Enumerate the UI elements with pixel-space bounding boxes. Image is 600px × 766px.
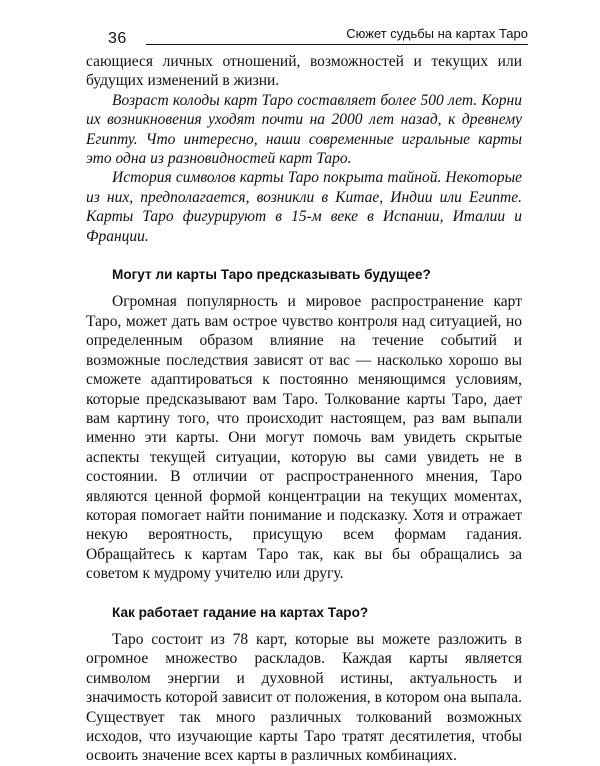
paragraph-how-it-works: Таро состоит из 78 карт, которые вы можете разложить в огромное множество раскладов. Каждая карты является символом энергии и духовной истины, актуальность и значимость которой зависит от положения, в котором она выпала. Существует так много различных толкований возможных исходов, что изучающие карты Таро тратят десятилетия, чтобы освоить значение всех карты в различных комбинациях. xyxy=(86,630,522,765)
header-rule xyxy=(146,44,528,45)
running-header xyxy=(108,16,528,46)
running-title: Сюжет судьбы на картах Таро xyxy=(340,26,528,41)
page-body xyxy=(86,52,522,766)
section-heading-predict-future: Могут ли карты Таро предсказывать будущее? xyxy=(112,267,431,283)
paragraph-deck-age: Возраст колоды карт Таро составляет более 500 лет. Корни их возникновения уходят почти на 2000 лет назад, к древнему Египту. Что интересно, наши современные игральные карты это одна из разновидностей карт Таро. xyxy=(86,91,522,168)
section-heading-how-it-works: Как работает гадание на картах Таро? xyxy=(112,604,369,620)
section-spacer xyxy=(86,584,522,603)
paragraph-symbol-history: История символов карты Таро покрыта тайной. Некоторые из них, предполагается, возникли в Китае, Индии или Египте. Карты Таро фигурируют в 15-м веке в Испании, Италии и Франции. xyxy=(86,169,522,245)
heading-spacer xyxy=(86,622,522,630)
section-spacer xyxy=(86,246,522,265)
page-number: 36 xyxy=(108,30,127,47)
paragraph-continued: сающиеся личных отношений, возможностей и текущих или будущих изменений в жизни. xyxy=(86,53,522,90)
paragraph-predict-future: Огромная популярность и мировое распространение карт Таро, может дать вам острое чувство контроля над ситуацией, но определенным образом влияние на течение событий и возможные последствия зависят от вас — насколько хорошо вы сможете адаптироваться к постоянно меняющимся условиям, которые предсказывают вам Таро. Толкование карты Таро, дает вам картину того, что происходит настоящем, раз вам выпали именно эти карты. Они могут помочь вам увидеть скрытые аспекты текущей ситуации, которую вы сами увидеть не в состоянии. В отличии от распространенного мнения, Таро являются ценной формой концентрации на текущих моментах, которая помогает найти понимание и подсказку. Хотя и отражает некую вероятность, присущую всем формам гадания. Обращайтесь к картам Таро так, как вы бы обращались за советом к мудрому учителю или другу. xyxy=(86,293,522,583)
heading-spacer xyxy=(86,284,522,292)
